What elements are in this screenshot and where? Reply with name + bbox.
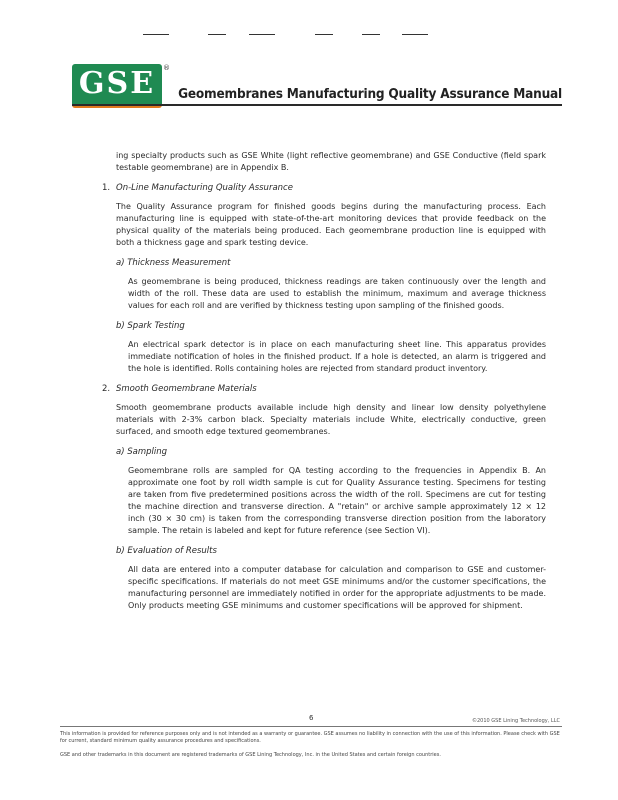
section-title: Smooth Geomembrane Materials xyxy=(116,384,257,394)
header-tab-mark xyxy=(249,34,275,35)
trademark-text: GSE and other trademarks in this document are registered trademarks of GSE Lining Technology, Inc. in the United States and certain foreign countries. xyxy=(60,752,441,758)
header-tab-mark xyxy=(402,34,428,35)
subsection-heading: b) Evaluation of Results xyxy=(116,546,217,556)
subsection-heading: a) Sampling xyxy=(116,447,168,457)
header-tab-mark xyxy=(208,34,226,35)
section-title: On-Line Manufacturing Quality Assurance xyxy=(116,183,293,193)
section-heading xyxy=(102,383,546,395)
subsection-body: An electrical spark detector is in place on each manufacturing sheet line. This apparatus provides immediate notification of holes in the finished product. If a hole is detected, an alarm is triggered and the hole is identified. Rolls containing holes are rejected from standard product inventory. xyxy=(128,340,546,373)
header-tab-mark xyxy=(143,34,169,35)
section-body: Smooth geomembrane products available include high density and linear low density polyethylene materials with 2-3% carbon black. Specialty materials include White, electrically conductive, green surfaced, and smooth edge textured geomembranes. xyxy=(116,403,546,436)
page-title: Geomembranes Manufacturing Quality Assurance Manual xyxy=(178,86,562,102)
footer-divider xyxy=(60,726,562,727)
intro-paragraph: ing specialty products such as GSE White (light reflective geomembrane) and GSE Conductive (field spark testable geomembrane) are in Appendix B. xyxy=(116,151,546,172)
subsection-body: Geomembrane rolls are sampled for QA testing according to the frequencies in Appendix B. An approximate one foot by roll width sample is cut for Quality Assurance testing. Specimens for testing are taken from five predetermined positions across the width of the roll. Specimens are cut for testing the machine direction and transverse direction. A "retain" or archive sample approximately 12 × 12 inch (30 × 30 cm) is taken from the corresponding transverse direction position from the laboratory sample. The retain is labeled and kept for future reference (see Section VI). xyxy=(128,466,546,535)
section-body: The Quality Assurance program for finished goods begins during the manufacturing process. Each manufacturing line is equipped with state-of-the-art monitoring devices that provide feedback on the physical quality of the materials being produced. Each geomembrane production line is equipped with both a thickness gage and spark testing device. xyxy=(116,202,546,247)
header-tab-mark xyxy=(315,34,333,35)
document-body xyxy=(102,150,546,620)
page-number: 6 xyxy=(309,714,314,722)
copyright-notice: ©2010 GSE Lining Technology, LLC xyxy=(471,718,560,724)
header-tab-mark xyxy=(362,34,380,35)
subsection-body: As geomembrane is being produced, thickness readings are taken continuously over the length and width of the roll. These data are used to establish the minimum, maximum and average thickness values for each roll and are verified by thickness testing upon sampling of the finished goods. xyxy=(128,277,546,310)
section-number: 2. xyxy=(102,384,111,394)
disclaimer-text: This information is provided for reference purposes only and is not intended as a warranty or guarantee. GSE assumes no liability in connection with the use of this information. Please check with GSE for current, standard minimum quality assurance procedures and specifications. xyxy=(60,731,560,744)
section-number: 1. xyxy=(102,183,111,193)
gse-logo: GSE xyxy=(72,64,162,108)
subsection-heading: b) Spark Testing xyxy=(116,321,185,331)
subsection-body: All data are entered into a computer database for calculation and comparison to GSE and customer-specific specifications. If materials do not meet GSE minimums and/or the customer specifications, the manufacturing personnel are immediately notified in order for the appropriate adjustments to be made. Only products meeting GSE minimums and customer specifications will be approved for shipment. xyxy=(128,565,546,610)
registered-mark: ® xyxy=(163,64,170,72)
header-divider xyxy=(72,104,562,106)
section-heading xyxy=(102,182,546,194)
subsection-heading: a) Thickness Measurement xyxy=(116,258,231,268)
